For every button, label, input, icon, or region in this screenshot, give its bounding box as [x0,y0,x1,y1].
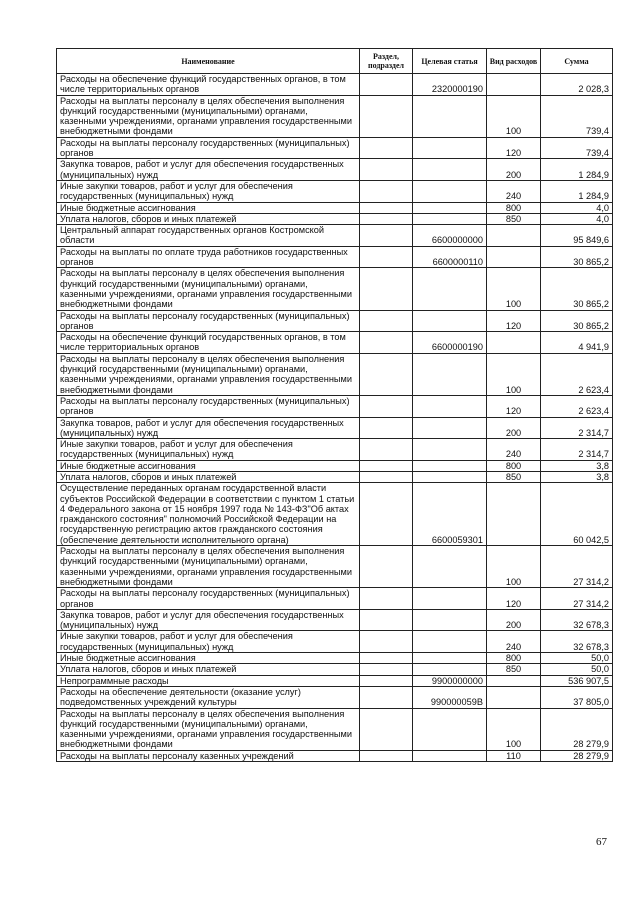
cell-vid: 120 [487,395,541,417]
cell-name: Осуществление переданных органам государственной власти субъектов Российской Федерации в соответствии с пунктом 1 статьи 4 Федерального закона от 15 ноября 1997 года № 143-ФЗ"Об актах гражданского состояния" полномочий Российской Федерации на государственную регистрацию актов гражданского состояния (обеспечение деятельности исполнительного органа) [57,483,360,546]
cell-razdel [360,246,413,268]
cell-celevaya [413,653,487,664]
cell-razdel [360,159,413,181]
cell-summa: 4,0 [541,202,613,213]
cell-name: Расходы на обеспечение функций государственных органов, в том числе территориальных органов [57,332,360,354]
cell-summa: 30 865,2 [541,246,613,268]
cell-name: Расходы на выплаты персоналу в целях обеспечения выполнения функций государственными (муниципальными) органами, казенными учреждениями, органами управления государственными внебюджетными фондами [57,353,360,395]
cell-celevaya [413,588,487,610]
cell-summa: 2 623,4 [541,353,613,395]
cell-name: Расходы на выплаты персоналу в целях обеспечения выполнения функций государственными (муниципальными) органами, казенными учреждениями, органами управления государственными внебюджетными фондами [57,546,360,588]
cell-summa: 2 314,7 [541,439,613,461]
cell-summa: 27 314,2 [541,588,613,610]
cell-celevaya [413,353,487,395]
cell-razdel [360,225,413,247]
cell-name: Расходы на выплаты персоналу в целях обеспечения выполнения функций государственными (муниципальными) органами, казенными учреждениями, органами управления государственными внебюджетными фондами [57,708,360,750]
cell-vid: 120 [487,588,541,610]
cell-celevaya [413,310,487,332]
cell-vid: 800 [487,202,541,213]
header-razdel: Раздел, подраздел [360,49,413,74]
header-summa: Сумма [541,49,613,74]
cell-vid [487,74,541,96]
cell-name: Расходы на выплаты персоналу государственных (муниципальных) органов [57,395,360,417]
table-row [57,180,613,202]
cell-name: Расходы на обеспечение деятельности (оказание услуг) подведомственных учреждений культуры [57,686,360,708]
header-vid: Вид расходов [487,49,541,74]
cell-razdel [360,471,413,482]
cell-celevaya [413,213,487,224]
cell-summa: 27 314,2 [541,546,613,588]
cell-celevaya: 9900000000 [413,675,487,686]
cell-celevaya: 6600000110 [413,246,487,268]
cell-name: Расходы на выплаты персоналу казенных учреждений [57,750,360,761]
cell-razdel [360,332,413,354]
cell-name: Расходы на выплаты персоналу государственных (муниципальных) органов [57,588,360,610]
cell-razdel [360,609,413,631]
cell-summa: 1 284,9 [541,180,613,202]
cell-razdel [360,95,413,137]
cell-summa: 536 907,5 [541,675,613,686]
cell-razdel [360,353,413,395]
table-row [57,417,613,439]
cell-celevaya [413,202,487,213]
table-row [57,631,613,653]
cell-vid: 850 [487,664,541,675]
cell-summa: 32 678,3 [541,631,613,653]
table-row [57,653,613,664]
cell-name: Иные закупки товаров, работ и услуг для обеспечения государственных (муниципальных) нужд [57,439,360,461]
cell-vid [487,332,541,354]
cell-name: Непрограммные расходы [57,675,360,686]
cell-summa: 32 678,3 [541,609,613,631]
cell-celevaya [413,439,487,461]
cell-summa: 30 865,2 [541,310,613,332]
cell-vid: 200 [487,417,541,439]
cell-name: Иные бюджетные ассигнования [57,202,360,213]
budget-sheet [56,48,612,762]
cell-name: Закупка товаров, работ и услуг для обеспечения государственных (муниципальных) нужд [57,159,360,181]
cell-vid [487,225,541,247]
cell-celevaya [413,609,487,631]
cell-razdel [360,74,413,96]
cell-vid: 100 [487,708,541,750]
cell-razdel [360,708,413,750]
cell-razdel [360,268,413,310]
table-body [57,74,613,762]
cell-razdel [360,750,413,761]
cell-razdel [360,180,413,202]
table-row [57,225,613,247]
cell-razdel [360,686,413,708]
header-celevaya: Целевая статья [413,49,487,74]
table-row [57,686,613,708]
table-header [57,49,613,74]
cell-summa: 2 028,3 [541,74,613,96]
cell-celevaya [413,708,487,750]
cell-vid: 200 [487,159,541,181]
cell-vid: 100 [487,353,541,395]
cell-razdel [360,439,413,461]
cell-summa: 739,4 [541,137,613,159]
cell-razdel [360,631,413,653]
table-row [57,159,613,181]
table-row [57,353,613,395]
table-row [57,471,613,482]
table-row [57,213,613,224]
cell-name: Расходы на выплаты персоналу в целях обеспечения выполнения функций государственными (муниципальными) органами, казенными учреждениями, органами управления государственными внебюджетными фондами [57,268,360,310]
cell-summa: 3,8 [541,460,613,471]
cell-celevaya [413,95,487,137]
cell-vid: 850 [487,213,541,224]
cell-celevaya [413,631,487,653]
cell-summa: 28 279,9 [541,708,613,750]
cell-vid: 200 [487,609,541,631]
cell-celevaya [413,395,487,417]
cell-name: Иные закупки товаров, работ и услуг для обеспечения государственных (муниципальных) нужд [57,631,360,653]
table-row [57,708,613,750]
cell-name: Уплата налогов, сборов и иных платежей [57,471,360,482]
cell-summa: 2 314,7 [541,417,613,439]
cell-razdel [360,483,413,546]
cell-celevaya [413,471,487,482]
cell-name: Уплата налогов, сборов и иных платежей [57,664,360,675]
cell-vid [487,675,541,686]
cell-razdel [360,202,413,213]
cell-vid: 800 [487,460,541,471]
cell-celevaya [413,460,487,471]
cell-summa: 1 284,9 [541,159,613,181]
cell-name: Закупка товаров, работ и услуг для обеспечения государственных (муниципальных) нужд [57,609,360,631]
cell-razdel [360,653,413,664]
table-row [57,675,613,686]
cell-vid: 110 [487,750,541,761]
table-row [57,246,613,268]
table-row [57,609,613,631]
cell-celevaya: 6600059301 [413,483,487,546]
cell-name: Иные бюджетные ассигнования [57,460,360,471]
cell-name: Расходы на выплаты персоналу в целях обеспечения выполнения функций государственными (муниципальными) органами, казенными учреждениями, органами управления государственными внебюджетными фондами [57,95,360,137]
cell-vid: 120 [487,137,541,159]
cell-summa: 95 849,6 [541,225,613,247]
cell-vid: 240 [487,631,541,653]
cell-name: Расходы на обеспечение функций государственных органов, в том числе территориальных органов [57,74,360,96]
cell-summa: 60 042,5 [541,483,613,546]
cell-summa: 37 805,0 [541,686,613,708]
cell-celevaya [413,268,487,310]
cell-celevaya [413,664,487,675]
cell-name: Закупка товаров, работ и услуг для обеспечения государственных (муниципальных) нужд [57,417,360,439]
cell-summa: 28 279,9 [541,750,613,761]
table-row [57,460,613,471]
cell-razdel [360,137,413,159]
cell-summa: 50,0 [541,653,613,664]
cell-celevaya [413,159,487,181]
cell-vid: 850 [487,471,541,482]
cell-razdel [360,664,413,675]
cell-vid: 800 [487,653,541,664]
cell-summa: 2 623,4 [541,395,613,417]
cell-summa: 50,0 [541,664,613,675]
table-row [57,202,613,213]
cell-celevaya: 6600000190 [413,332,487,354]
cell-name: Иные бюджетные ассигнования [57,653,360,664]
cell-razdel [360,675,413,686]
table-row [57,750,613,761]
cell-vid: 100 [487,268,541,310]
cell-celevaya: 2320000190 [413,74,487,96]
cell-name: Уплата налогов, сборов и иных платежей [57,213,360,224]
cell-razdel [360,395,413,417]
table-row [57,74,613,96]
cell-summa: 739,4 [541,95,613,137]
cell-vid: 120 [487,310,541,332]
table-row [57,268,613,310]
cell-name: Расходы на выплаты персоналу государственных (муниципальных) органов [57,310,360,332]
cell-name: Расходы на выплаты по оплате труда работников государственных органов [57,246,360,268]
table-row [57,137,613,159]
table-row [57,483,613,546]
cell-summa: 4,0 [541,213,613,224]
table-row [57,395,613,417]
cell-celevaya: 990000059В [413,686,487,708]
cell-celevaya [413,750,487,761]
cell-razdel [360,588,413,610]
cell-vid [487,686,541,708]
cell-razdel [360,310,413,332]
table-row [57,546,613,588]
cell-celevaya [413,417,487,439]
table-row [57,664,613,675]
cell-summa: 4 941,9 [541,332,613,354]
cell-razdel [360,213,413,224]
header-name: Наименование [57,49,360,74]
table-row [57,332,613,354]
cell-vid: 100 [487,546,541,588]
cell-vid: 100 [487,95,541,137]
table-row [57,310,613,332]
cell-razdel [360,460,413,471]
page-number: 67 [596,836,607,848]
cell-celevaya [413,180,487,202]
cell-celevaya [413,546,487,588]
cell-name: Иные закупки товаров, работ и услуг для обеспечения государственных (муниципальных) нужд [57,180,360,202]
cell-vid [487,483,541,546]
cell-celevaya: 6600000000 [413,225,487,247]
cell-name: Расходы на выплаты персоналу государственных (муниципальных) органов [57,137,360,159]
table-row [57,439,613,461]
cell-celevaya [413,137,487,159]
table-row [57,95,613,137]
table-row [57,588,613,610]
budget-table [56,48,613,762]
cell-razdel [360,417,413,439]
cell-vid: 240 [487,439,541,461]
cell-summa: 30 865,2 [541,268,613,310]
cell-razdel [360,546,413,588]
cell-vid: 240 [487,180,541,202]
cell-name: Центральный аппарат государственных органов Костромской области [57,225,360,247]
cell-summa: 3,8 [541,471,613,482]
cell-vid [487,246,541,268]
